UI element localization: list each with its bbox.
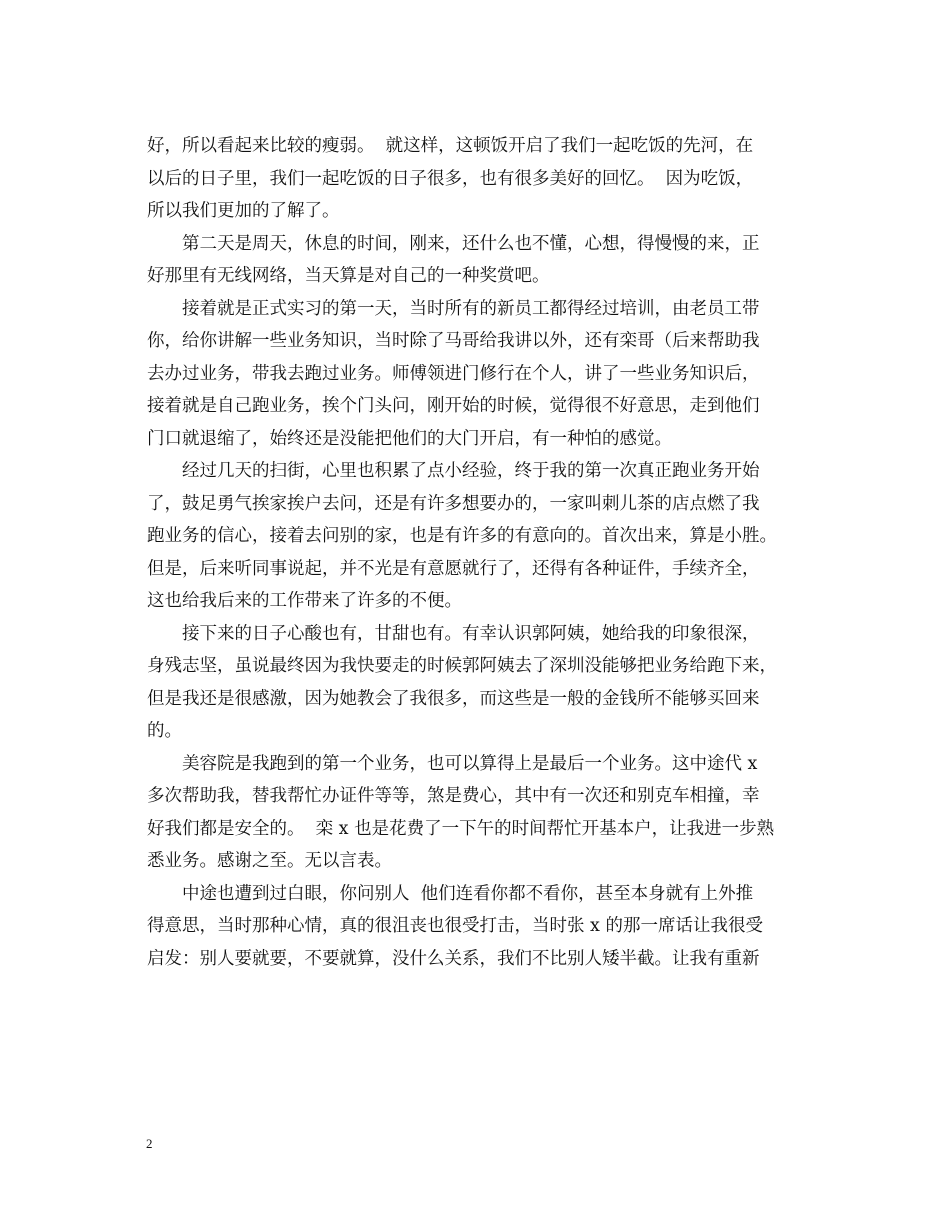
text-line: 去办过业务，带我去跑过业务。师傅领进门修行在个人，讲了一些业务知识后，	[147, 363, 760, 384]
text-line: 第二天是周天，休息的时间，刚来，还什么也不懂，心想，得慢慢的来，正	[182, 233, 760, 254]
text-line: 你，给你讲解一些业务知识，当时除了马哥给我讲以外，还有栾哥（后来帮助我	[147, 331, 760, 351]
page-number: 2	[146, 1136, 153, 1151]
text-line: 好我们都是安全的。 栾 x 也是花费了一下午的时间帮忙开基本户，让我进一步熟	[147, 818, 775, 839]
text-line: 以后的日子里，我们一起吃饭的日子很多，也有很多美好的回忆。 因为吃饭，	[147, 168, 754, 189]
text-line: 这也给我后来的工作带来了许多的不便。	[147, 591, 462, 611]
text-line: 中途也遭到过白眼，你问别人 他们连看你都不看你，甚至本身就有上外推	[182, 883, 754, 904]
text-line: 所以我们更加的了解了。	[147, 201, 340, 221]
text-line: 接下来的日子心酸也有，甘甜也有。有幸认识郭阿姨，她给我的印象很深，	[182, 623, 760, 644]
text-line: 好那里有无线网络，当天算是对自己的一种奖赏吧。	[147, 266, 550, 286]
text-line: 经过几天的扫街，心里也积累了点小经验，终于我的第一次真正跑业务开始	[182, 461, 760, 481]
text-line: 多次帮助我，替我帮忙办证件等等，煞是费心，其中有一次还和别克车相撞，幸	[147, 786, 760, 806]
text-line: 的。	[147, 721, 182, 741]
text-line: 得意思，当时那种心情，真的很沮丧也很受打击，当时张 x 的那一席话让我很受	[147, 916, 763, 936]
body-text	[147, 130, 827, 975]
text-line: 好，所以看起来比较的瘦弱。 就这样，这顿饭开启了我们一起吃饭的先河，在	[147, 136, 754, 156]
text-line: 门口就退缩了，始终还是没能把他们的大门开启，有一种怕的感觉。	[147, 428, 672, 449]
text-line: 接着就是自己跑业务，挨个门头问，刚开始的时候，觉得很不好意思，走到他们	[147, 396, 760, 416]
text-line: 但是我还是很感激，因为她教会了我很多，而这些是一般的金钱所不能够买回来	[147, 688, 760, 709]
text-line: 跑业务的信心，接着去问别的家，也是有许多的有意向的。首次出来，算是小胜。	[147, 526, 777, 546]
text-line: 美容院是我跑到的第一个业务，也可以算得上是最后一个业务。这中途代 x	[182, 753, 758, 774]
text-line: 身残志坚，虽说最终因为我快要走的时候郭阿姨去了深圳没能够把业务给跑下来，	[147, 656, 777, 676]
text-line: 接着就是正式实习的第一天，当时所有的新员工都得经过培训，由老员工带	[182, 298, 760, 319]
text-line: 了，鼓足勇气挨家挨户去问，还是有许多想要办的，一家叫刺儿茶的店点燃了我	[147, 493, 760, 514]
text-line: 但是，后来听同事说起，并不光是有意愿就行了，还得有各种证件，手续齐全，	[147, 558, 760, 579]
text-line: 启发：别人要就要，不要就算，没什么关系，我们不比别人矮半截。让我有重新	[147, 948, 760, 969]
text-line: 悉业务。感谢之至。无以言表。	[147, 851, 392, 871]
